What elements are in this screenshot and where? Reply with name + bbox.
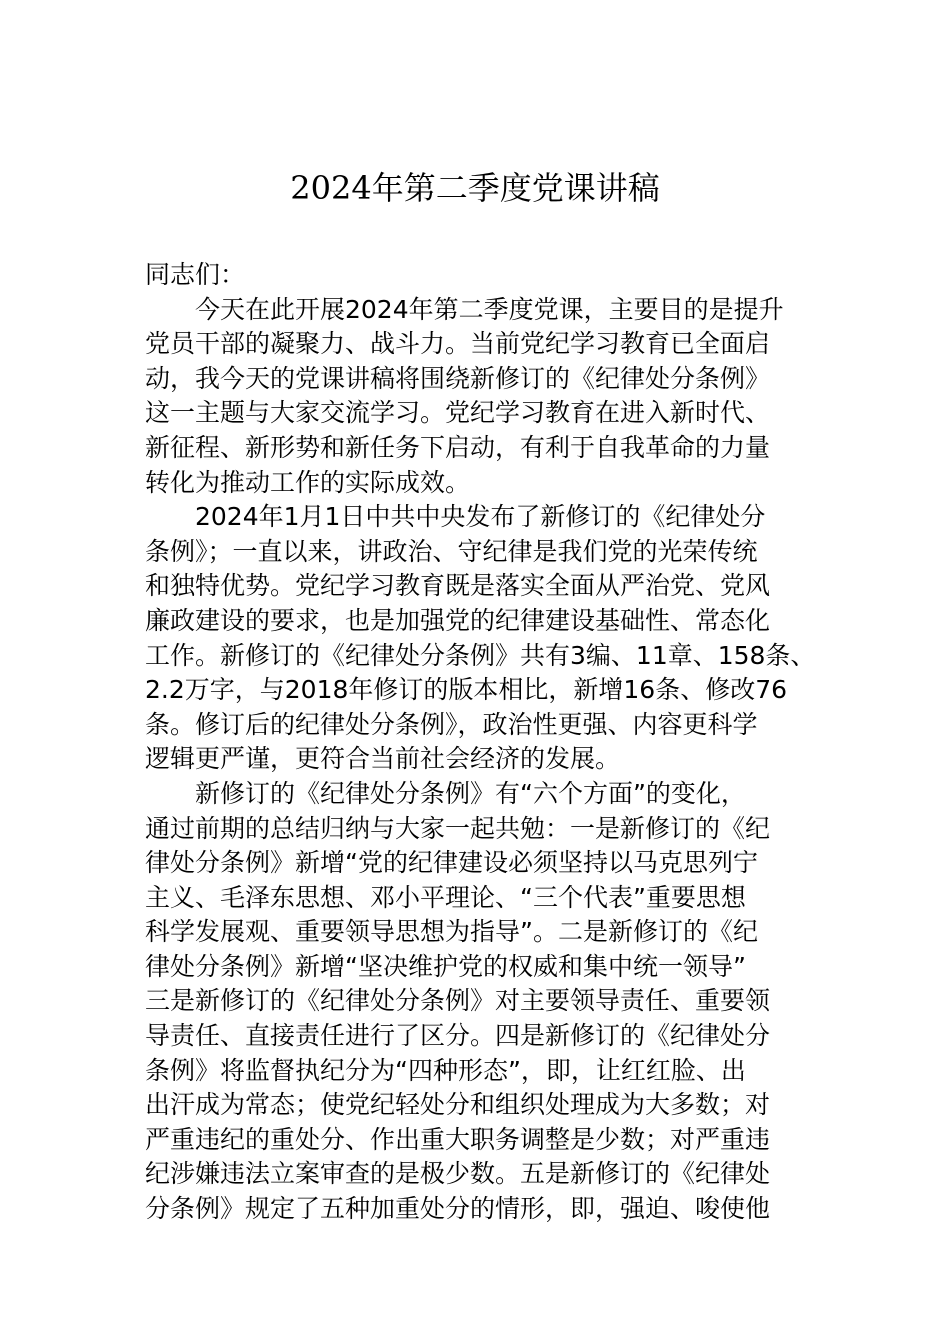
paragraph-1 <box>145 293 825 501</box>
paragraph-line: 和独特优势。党纪学习教育既是落实全面从严治党、党风 <box>145 571 771 601</box>
greeting: 同志们： <box>145 260 246 289</box>
paragraph-line: 导责任、直接责任进行了区分。四是新修订的《纪律处分 <box>145 1021 771 1051</box>
paragraph-line: 2.2万字，与2018年修订的版本相比，新增16条、修改76 <box>145 675 788 705</box>
paragraph-line: 分条例》规定了五种加重处分的情形，即，强迫、唆使他 <box>145 1194 771 1224</box>
paragraph-line: 三是新修订的《纪律处分条例》对主要领导责任、重要领 <box>145 986 771 1016</box>
document-body <box>145 258 825 1227</box>
paragraph-line: 律处分条例》新增“党的纪律建设必须坚持以马克思列宁 <box>145 848 758 878</box>
paragraph-line: 新征程、新形势和新任务下启动，有利于自我革命的力量 <box>145 432 771 462</box>
paragraph-line: 严重违纪的重处分、作出重大职务调整是少数；对严重违 <box>145 1124 771 1154</box>
paragraph-2 <box>145 500 825 777</box>
paragraph-line: 出汗成为常态；使党纪轻处分和组织处理成为大多数；对 <box>145 1090 771 1120</box>
paragraph-line: 今天在此开展2024年第二季度党课，主要目的是提升 <box>195 294 784 324</box>
paragraph-line: 律处分条例》新增“坚决维护党的权威和集中统一领导” <box>145 951 746 981</box>
paragraph-line: 2024年1月1日中共中央发布了新修订的《纪律处分 <box>195 502 766 532</box>
paragraph-line: 纪涉嫌违法立案审查的是极少数。五是新修订的《纪律处 <box>145 1159 771 1189</box>
paragraph-line: 这一主题与大家交流学习。党纪学习教育在进入新时代、 <box>145 398 771 428</box>
paragraph-line: 通过前期的总结归纳与大家一起共勉：一是新修订的《纪 <box>145 813 771 843</box>
paragraph-line: 党员干部的凝聚力、战斗力。当前党纪学习教育已全面启 <box>145 329 771 359</box>
paragraph-3 <box>145 777 825 1227</box>
paragraph-line: 廉政建设的要求，也是加强党的纪律建设基础性、常态化 <box>145 605 771 635</box>
paragraph-line: 工作。新修订的《纪律处分条例》共有3编、11章、158条、 <box>145 640 816 670</box>
paragraph-line: 新修订的《纪律处分条例》有“六个方面”的变化， <box>195 778 746 808</box>
document-title: 2024年第二季度党课讲稿 <box>290 169 660 207</box>
paragraph-line: 条例》将监督执纪分为“四种形态”，即，让红红脸、出 <box>145 1055 746 1085</box>
paragraph-line: 动，我今天的党课讲稿将围绕新修订的《纪律处分条例》 <box>145 363 771 393</box>
paragraph-line: 转化为推动工作的实际成效。 <box>145 467 471 497</box>
paragraph-line: 逻辑更严谨，更符合当前社会经济的发展。 <box>145 744 621 774</box>
paragraph-line: 条。修订后的纪律处分条例》，政治性更强、内容更科学 <box>145 709 758 739</box>
paragraph-line: 条例》；一直以来，讲政治、守纪律是我们党的光荣传统 <box>145 536 758 566</box>
paragraph-line: 主义、毛泽东思想、邓小平理论、“三个代表”重要思想 <box>145 882 746 912</box>
paragraph-line: 科学发展观、重要领导思想为指导”。二是新修订的《纪 <box>145 917 758 947</box>
